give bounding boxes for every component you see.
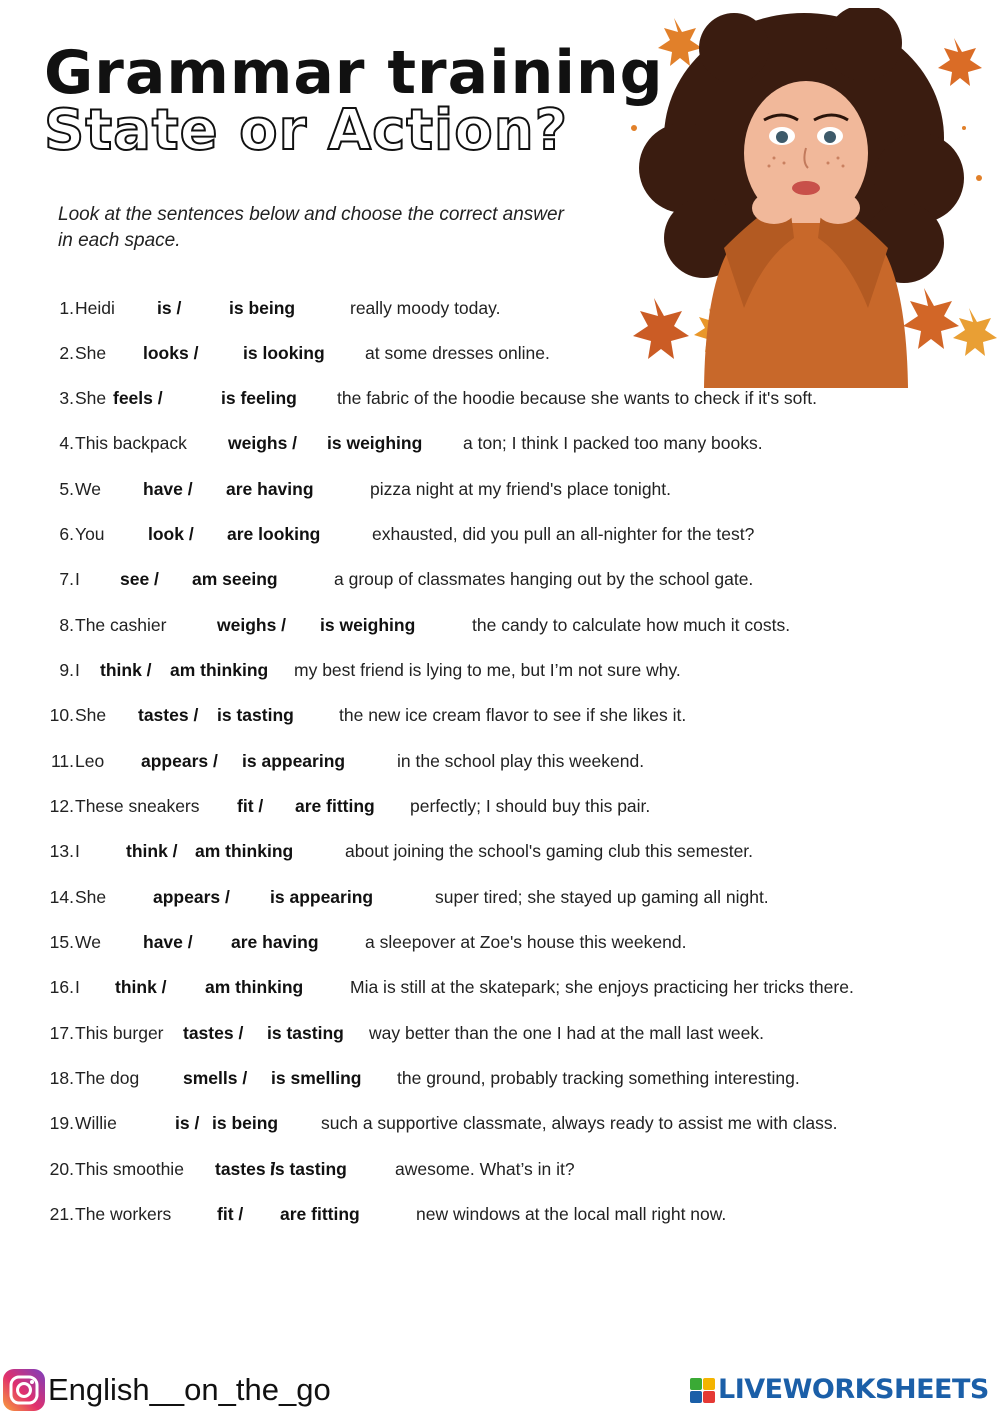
item-number: 11. xyxy=(50,751,74,771)
option-action[interactable]: are having xyxy=(226,479,314,499)
option-state[interactable]: appears / xyxy=(153,887,230,907)
option-action[interactable]: am seeing xyxy=(192,569,278,589)
item-subject: She xyxy=(75,705,107,725)
item-rest: awesome. What’s in it? xyxy=(395,1159,575,1179)
worksheet-title: Grammar training xyxy=(44,38,664,108)
exercise-item xyxy=(0,1154,1000,1184)
option-state[interactable]: think / xyxy=(100,660,152,680)
item-subject: You xyxy=(75,524,105,544)
exercise-item xyxy=(0,791,1000,821)
item-rest: super tired; she stayed up gaming all night. xyxy=(435,887,769,907)
exercise-item xyxy=(0,1108,1000,1138)
exercise-item xyxy=(0,655,1000,685)
item-rest: about joining the school's gaming club this semester. xyxy=(345,841,754,861)
option-state[interactable]: think / xyxy=(115,977,167,997)
item-number: 6. xyxy=(59,524,74,544)
item-number: 1. xyxy=(59,298,74,318)
exercise-item xyxy=(0,1199,1000,1229)
item-number: 4. xyxy=(59,433,74,453)
item-subject: This smoothie xyxy=(75,1159,184,1179)
option-action[interactable]: is feeling xyxy=(221,388,297,408)
item-number: 3. xyxy=(59,388,74,408)
item-subject: The dog xyxy=(75,1068,140,1088)
item-number: 20. xyxy=(49,1159,74,1179)
item-rest: Mia is still at the skatepark; she enjoys practicing her tricks there. xyxy=(350,977,854,997)
exercise-item xyxy=(0,836,1000,866)
option-state[interactable]: appears / xyxy=(141,751,218,771)
exercise-item xyxy=(0,1063,1000,1093)
option-action[interactable]: are looking xyxy=(227,524,321,544)
option-state[interactable]: tastes / xyxy=(215,1159,276,1179)
item-rest: the ground, probably tracking something interesting. xyxy=(397,1068,800,1088)
exercise-item xyxy=(0,519,1000,549)
item-subject: The workers xyxy=(75,1204,172,1224)
option-action[interactable]: is weighing xyxy=(327,433,423,453)
option-action[interactable]: am thinking xyxy=(170,660,269,680)
item-subject: I xyxy=(75,660,80,680)
item-rest: exhausted, did you pull an all-nighter for the test? xyxy=(372,524,755,544)
option-state[interactable]: is / xyxy=(175,1113,200,1133)
option-action[interactable]: is being xyxy=(229,298,296,318)
option-action[interactable]: is weighing xyxy=(320,615,416,635)
exercise-item xyxy=(0,882,1000,912)
option-action[interactable]: is appearing xyxy=(242,751,346,771)
item-subject: We xyxy=(75,479,101,499)
item-rest: new windows at the local mall right now. xyxy=(416,1204,727,1224)
option-action[interactable]: is being xyxy=(212,1113,279,1133)
option-state[interactable]: tastes / xyxy=(138,705,199,725)
option-state[interactable]: look / xyxy=(148,524,194,544)
option-action[interactable]: is looking xyxy=(243,343,325,363)
item-subject: She xyxy=(75,343,107,363)
item-subject: She xyxy=(75,887,107,907)
item-number: 2. xyxy=(59,343,74,363)
exercise-item xyxy=(0,700,1000,730)
option-state[interactable]: see / xyxy=(120,569,159,589)
item-rest: the new ice cream flavor to see if she likes it. xyxy=(339,705,687,725)
item-subject: I xyxy=(75,569,80,589)
option-action[interactable]: am thinking xyxy=(195,841,294,861)
item-subject: She xyxy=(75,388,107,408)
option-action[interactable]: is smelling xyxy=(271,1068,362,1088)
option-action[interactable]: is tasting xyxy=(217,705,294,725)
option-action[interactable]: is tasting xyxy=(270,1159,347,1179)
item-rest: the candy to calculate how much it costs. xyxy=(472,615,791,635)
exercise-item xyxy=(0,610,1000,640)
item-rest: a sleepover at Zoe's house this weekend. xyxy=(365,932,687,952)
exercise-item xyxy=(0,293,1000,323)
exercise-item xyxy=(0,564,1000,594)
item-number: 17. xyxy=(49,1023,74,1043)
item-subject: We xyxy=(75,932,101,952)
exercise-item xyxy=(0,383,1000,413)
liveworksheets-icon xyxy=(690,1378,718,1404)
item-rest: really moody today. xyxy=(350,298,501,318)
item-number: 8. xyxy=(59,615,74,635)
item-rest: the fabric of the hoodie because she wants to check if it's soft. xyxy=(337,388,818,408)
instructions: Look at the sentences below and choose the correct answer in each space. xyxy=(58,204,564,251)
item-number: 10. xyxy=(49,705,74,725)
instagram-icon xyxy=(2,1368,46,1412)
item-rest: at some dresses online. xyxy=(365,343,550,363)
item-rest: perfectly; I should buy this pair. xyxy=(410,796,651,816)
option-state[interactable]: have / xyxy=(143,932,193,952)
item-number: 13. xyxy=(49,841,74,861)
item-subject: Heidi xyxy=(75,298,115,318)
item-subject: Willie xyxy=(75,1113,117,1133)
option-state[interactable]: fit / xyxy=(217,1204,244,1224)
instagram-handle-text: English__on_the_go xyxy=(48,1372,331,1407)
item-subject: Leo xyxy=(75,751,105,771)
item-subject: The cashier xyxy=(75,615,167,635)
item-number: 18. xyxy=(49,1068,74,1088)
option-state[interactable]: smells / xyxy=(183,1068,248,1088)
item-number: 12. xyxy=(49,796,74,816)
item-number: 14. xyxy=(49,887,74,907)
item-subject: This burger xyxy=(75,1023,164,1043)
item-number: 15. xyxy=(49,932,74,952)
option-action[interactable]: am thinking xyxy=(205,977,304,997)
exercise-item xyxy=(0,338,1000,368)
exercise-item xyxy=(0,1018,1000,1048)
option-action[interactable]: are having xyxy=(231,932,319,952)
option-state[interactable]: is / xyxy=(157,298,182,318)
option-state[interactable]: have / xyxy=(143,479,193,499)
item-rest: my best friend is lying to me, but I’m not sure why. xyxy=(294,660,681,680)
item-rest: in the school play this weekend. xyxy=(397,751,645,771)
worksheet-subtitle: State or Action? xyxy=(44,98,569,163)
liveworksheets-brand: LIVEWORKSHEETS xyxy=(718,1374,989,1405)
item-rest: way better than the one I had at the mall last week. xyxy=(369,1023,764,1043)
item-rest: a ton; I think I packed too many books. xyxy=(463,433,763,453)
item-number: 21. xyxy=(49,1204,74,1224)
item-rest: a group of classmates hanging out by the school gate. xyxy=(334,569,754,589)
option-action[interactable]: is appearing xyxy=(270,887,374,907)
item-subject: This backpack xyxy=(75,433,187,453)
option-state[interactable]: feels / xyxy=(113,388,163,408)
option-state[interactable]: weighs / xyxy=(228,433,298,453)
item-subject: I xyxy=(75,841,80,861)
option-state[interactable]: fit / xyxy=(237,796,264,816)
exercise-item xyxy=(0,927,1000,957)
item-number: 9. xyxy=(59,660,74,680)
item-number: 16. xyxy=(49,977,74,997)
option-state[interactable]: think / xyxy=(126,841,178,861)
item-subject: I xyxy=(75,977,80,997)
option-action[interactable]: are fitting xyxy=(280,1204,360,1224)
option-action[interactable]: are fitting xyxy=(295,796,375,816)
item-number: 7. xyxy=(59,569,74,589)
exercise-list xyxy=(0,286,1000,1236)
item-number: 19. xyxy=(49,1113,74,1133)
item-rest: pizza night at my friend's place tonight. xyxy=(370,479,672,499)
item-subject: These sneakers xyxy=(75,796,200,816)
option-state[interactable]: weighs / xyxy=(217,615,287,635)
exercise-item xyxy=(0,746,1000,776)
exercise-item xyxy=(0,474,1000,504)
option-state[interactable]: looks / xyxy=(143,343,199,363)
option-state[interactable]: tastes / xyxy=(183,1023,244,1043)
item-number: 5. xyxy=(59,479,74,499)
exercise-item xyxy=(0,972,1000,1002)
exercise-item xyxy=(0,428,1000,458)
item-rest: such a supportive classmate, always ready to assist me with class. xyxy=(321,1113,838,1133)
liveworksheets-logo[interactable] xyxy=(690,1372,995,1408)
option-action[interactable]: is tasting xyxy=(267,1023,344,1043)
